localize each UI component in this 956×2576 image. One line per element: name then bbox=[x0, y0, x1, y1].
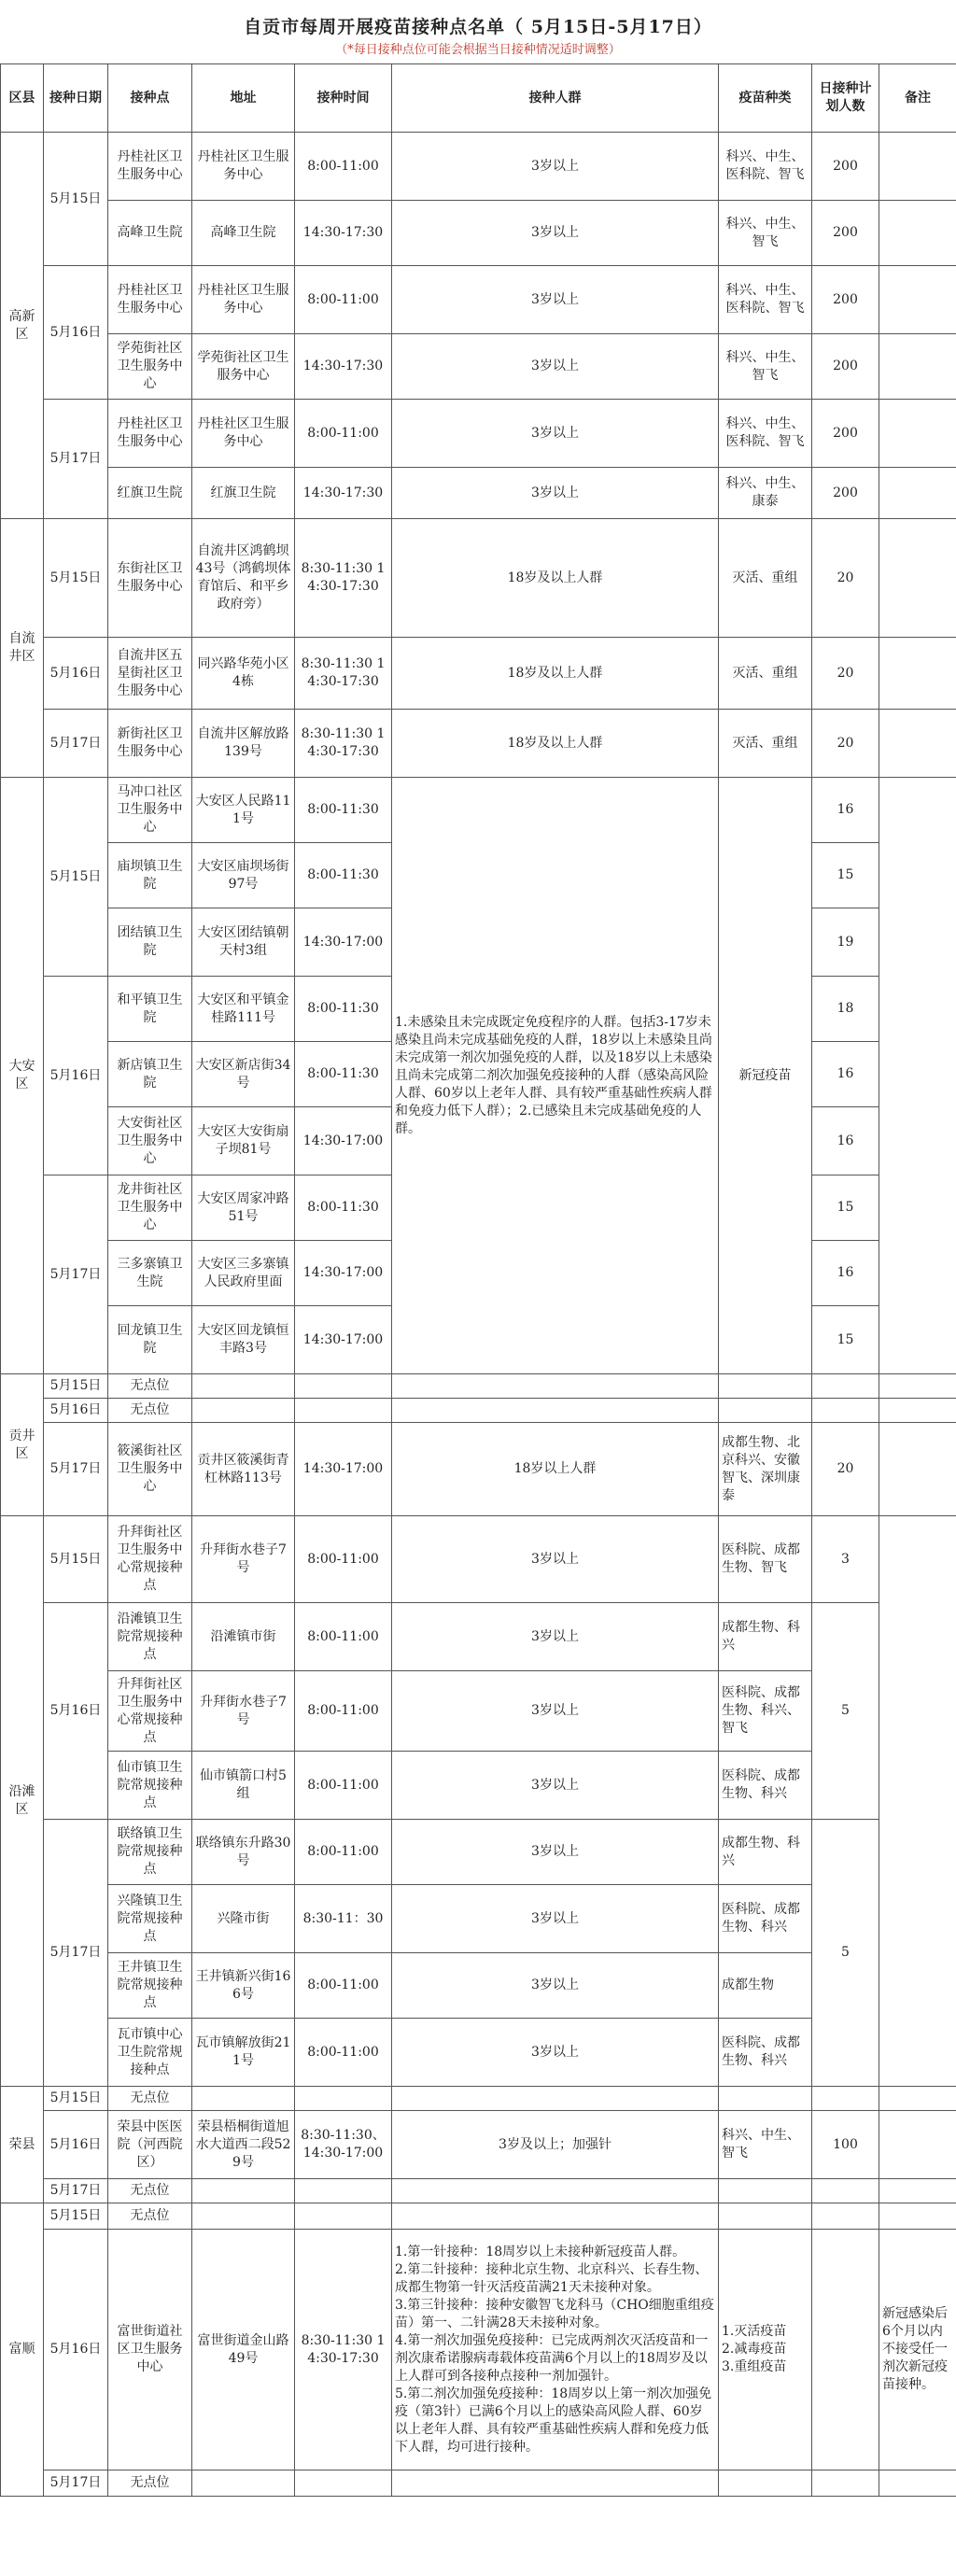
vaccine-cell: 灭活、重组 bbox=[719, 519, 812, 638]
address-cell: 大安区回龙镇恒丰路3号 bbox=[192, 1306, 295, 1374]
site-cell: 沿滩镇卫生院常规接种点 bbox=[108, 1603, 192, 1671]
time-cell: 8:00-11:30 bbox=[295, 778, 392, 843]
address-cell: 大安区人民路111号 bbox=[192, 778, 295, 843]
table-row bbox=[1, 133, 956, 201]
county-cell: 荣县 bbox=[1, 2087, 44, 2203]
vaccine-cell: 成都生物 bbox=[719, 1953, 812, 2019]
table-row bbox=[1, 266, 956, 334]
header-vaccine: 疫苗种类 bbox=[719, 64, 812, 133]
time-cell: 8:00-11:00 bbox=[295, 1603, 392, 1671]
date-cell: 5月17日 bbox=[44, 2179, 108, 2203]
time-cell: 8:00-11:30 bbox=[295, 843, 392, 908]
address-cell: 瓦市镇解放街211号 bbox=[192, 2019, 295, 2087]
crowd-cell: 3岁以上 bbox=[392, 201, 719, 266]
county-cell: 贡井区 bbox=[1, 1374, 44, 1516]
address-cell: 自流井区鸿鹤坝43号（鸿鹤坝体育馆后、和平乡政府旁） bbox=[192, 519, 295, 638]
address-cell: 富世街道金山路49号 bbox=[192, 2230, 295, 2470]
crowd-cell bbox=[392, 2230, 719, 2470]
crowd-cell: 3岁以上 bbox=[392, 133, 719, 201]
site-cell: 学苑街社区卫生服务中心 bbox=[108, 334, 192, 400]
time-cell: 14:30-17:00 bbox=[295, 1241, 392, 1306]
address-cell: 高峰卫生院 bbox=[192, 201, 295, 266]
plan-cell: 200 bbox=[812, 201, 879, 266]
address-cell: 沿滩镇市街 bbox=[192, 1603, 295, 1671]
crowd-cell: 18岁及以上人群 bbox=[392, 710, 719, 778]
header-time: 接种时间 bbox=[295, 64, 392, 133]
time-cell: 8:00-11:00 bbox=[295, 266, 392, 334]
crowd-cell: 18岁及以上人群 bbox=[392, 638, 719, 710]
date-cell: 5月17日 bbox=[44, 1820, 108, 2087]
address-cell: 大安区三多寨镇人民政府里面 bbox=[192, 1241, 295, 1306]
date-cell: 5月15日 bbox=[44, 2087, 108, 2111]
site-cell: 无点位 bbox=[108, 2203, 192, 2230]
vaccine-cell: 灭活、重组 bbox=[719, 638, 812, 710]
site-cell: 升拜街社区卫生服务中心常规接种点 bbox=[108, 1516, 192, 1603]
county-cell: 自流井区 bbox=[1, 519, 44, 778]
note-cell bbox=[879, 334, 956, 400]
plan-cell: 18 bbox=[812, 977, 879, 1042]
date-cell: 5月16日 bbox=[44, 266, 108, 400]
address-cell: 升拜街水巷子7号 bbox=[192, 1516, 295, 1603]
time-cell: 8:00-11:00 bbox=[295, 1752, 392, 1820]
vaccine-cell: 成都生物、北京科兴、安徽智飞、深圳康泰 bbox=[719, 1423, 812, 1516]
vaccine-cell: 医科院、成都生物、智飞 bbox=[719, 1516, 812, 1603]
note-cell bbox=[879, 1516, 956, 2087]
site-cell: 荣县中医医院（河西院区） bbox=[108, 2111, 192, 2179]
crowd-cell: 3岁以上 bbox=[392, 1516, 719, 1603]
address-cell: 学苑街社区卫生服务中心 bbox=[192, 334, 295, 400]
plan-cell bbox=[812, 2230, 879, 2470]
table-row bbox=[1, 2087, 956, 2111]
plan-cell: 20 bbox=[812, 519, 879, 638]
site-cell: 龙井街社区卫生服务中心 bbox=[108, 1175, 192, 1241]
note-cell bbox=[879, 710, 956, 778]
date-cell: 5月15日 bbox=[44, 778, 108, 977]
plan-cell: 200 bbox=[812, 266, 879, 334]
crowd-cell: 18岁以上人群 bbox=[392, 1423, 719, 1516]
plan-cell: 200 bbox=[812, 468, 879, 519]
date-cell: 5月17日 bbox=[44, 710, 108, 778]
crowd-cell: 3岁以上 bbox=[392, 334, 719, 400]
vaccine-cell: 科兴、中生、医科院、智飞 bbox=[719, 266, 812, 334]
county-cell: 富顺 bbox=[1, 2203, 44, 2497]
date-cell: 5月17日 bbox=[44, 1175, 108, 1374]
site-cell: 三多寨镇卫生院 bbox=[108, 1241, 192, 1306]
site-cell: 升拜街社区卫生服务中心常规接种点 bbox=[108, 1671, 192, 1752]
address-cell: 仙市镇箭口村5组 bbox=[192, 1752, 295, 1820]
plan-cell: 20 bbox=[812, 1423, 879, 1516]
crowd-cell: 3岁以上 bbox=[392, 468, 719, 519]
note-cell bbox=[879, 2111, 956, 2179]
plan-cell: 100 bbox=[812, 2111, 879, 2179]
date-cell: 5月17日 bbox=[44, 2470, 108, 2497]
vaccine-line: 3.重组疫苗 bbox=[722, 2359, 787, 2374]
table-row bbox=[1, 1423, 956, 1516]
vaccine-cell bbox=[719, 2230, 812, 2470]
date-cell: 5月16日 bbox=[44, 1603, 108, 1820]
time-cell: 14:30-17:00 bbox=[295, 1306, 392, 1374]
page-title: 自贡市每周开展疫苗接种点名单（ 5月15日-5月17日） bbox=[244, 17, 712, 37]
address-cell: 王井镇新兴街166号 bbox=[192, 1953, 295, 2019]
table-row bbox=[1, 519, 956, 638]
vaccine-cell: 科兴、中生、智飞 bbox=[719, 201, 812, 266]
county-cell: 大安区 bbox=[1, 778, 44, 1374]
table-row bbox=[1, 710, 956, 778]
time-cell: 8:00-11:00 bbox=[295, 1953, 392, 2019]
crowd-line: 4.第一剂次加强免疫接种：已完成两剂次灭活疫苗和一剂次康希诺腺病毒载体疫苗满6个月以上的18周岁及以上人群可到各接种点接种一剂加强针。 bbox=[395, 2332, 709, 2384]
crowd-cell: 3岁以上 bbox=[392, 2019, 719, 2087]
plan-cell: 16 bbox=[812, 778, 879, 843]
address-cell: 大安区和平镇金桂路111号 bbox=[192, 977, 295, 1042]
county-cell: 沿滩区 bbox=[1, 1516, 44, 2087]
crowd-cell: 3岁及以上；加强针 bbox=[392, 2111, 719, 2179]
site-cell: 仙市镇卫生院常规接种点 bbox=[108, 1752, 192, 1820]
vaccine-cell: 新冠疫苗 bbox=[719, 778, 812, 1374]
crowd-cell: 3岁以上 bbox=[392, 1953, 719, 2019]
table-row bbox=[1, 1374, 956, 1399]
crowd-cell: 18岁及以上人群 bbox=[392, 519, 719, 638]
table-row bbox=[1, 638, 956, 710]
header-plan: 日接种计划人数 bbox=[812, 64, 879, 133]
plan-cell: 16 bbox=[812, 1107, 879, 1175]
site-cell: 无点位 bbox=[108, 1399, 192, 1423]
vaccine-cell: 医科院、成都生物、科兴 bbox=[719, 1885, 812, 1953]
crowd-cell: 3岁以上 bbox=[392, 400, 719, 468]
time-cell: 8:30-11:30、14:30-17:00 bbox=[295, 2111, 392, 2179]
time-cell: 14:30-17:00 bbox=[295, 1423, 392, 1516]
address-cell: 大安区新店街34号 bbox=[192, 1042, 295, 1107]
plan-cell: 200 bbox=[812, 400, 879, 468]
table-row bbox=[1, 2470, 956, 2497]
site-cell: 红旗卫生院 bbox=[108, 468, 192, 519]
note-cell bbox=[879, 468, 956, 519]
header-note: 备注 bbox=[879, 64, 956, 133]
header-site: 接种点 bbox=[108, 64, 192, 133]
plan-cell: 16 bbox=[812, 1241, 879, 1306]
table-row bbox=[1, 400, 956, 468]
site-cell: 丹桂社区卫生服务中心 bbox=[108, 133, 192, 201]
plan-cell: 16 bbox=[812, 1042, 879, 1107]
table-row bbox=[1, 468, 956, 519]
site-cell: 庙坝镇卫生院 bbox=[108, 843, 192, 908]
date-cell: 5月17日 bbox=[44, 400, 108, 519]
site-cell: 无点位 bbox=[108, 2470, 192, 2497]
address-cell: 兴隆市街 bbox=[192, 1885, 295, 1953]
note-cell bbox=[879, 638, 956, 710]
site-cell: 无点位 bbox=[108, 1374, 192, 1399]
time-cell: 8:30-11:30 14:30-17:30 bbox=[295, 2230, 392, 2470]
address-cell: 丹桂社区卫生服务中心 bbox=[192, 400, 295, 468]
table-row bbox=[1, 2111, 956, 2179]
vaccine-cell: 科兴、中生、康泰 bbox=[719, 468, 812, 519]
vaccine-cell: 医科院、成都生物、科兴 bbox=[719, 1752, 812, 1820]
site-cell: 高峰卫生院 bbox=[108, 201, 192, 266]
vaccine-cell: 科兴、中生、智飞 bbox=[719, 334, 812, 400]
time-cell: 8:00-11:00 bbox=[295, 2019, 392, 2087]
site-cell: 兴隆镇卫生院常规接种点 bbox=[108, 1885, 192, 1953]
time-cell: 14:30-17:30 bbox=[295, 334, 392, 400]
county-cell: 高新区 bbox=[1, 133, 44, 519]
site-cell: 大安街社区卫生服务中心 bbox=[108, 1107, 192, 1175]
table-row bbox=[1, 1603, 956, 1671]
address-cell: 红旗卫生院 bbox=[192, 468, 295, 519]
table-row bbox=[1, 2230, 956, 2470]
address-cell: 丹桂社区卫生服务中心 bbox=[192, 266, 295, 334]
site-cell: 丹桂社区卫生服务中心 bbox=[108, 266, 192, 334]
address-cell: 贡井区筱溪街青杠林路113号 bbox=[192, 1423, 295, 1516]
note-cell bbox=[879, 400, 956, 468]
site-cell: 筱溪街社区卫生服务中心 bbox=[108, 1423, 192, 1516]
vaccine-cell: 科兴、中生、智飞 bbox=[719, 2111, 812, 2179]
date-cell: 5月16日 bbox=[44, 1399, 108, 1423]
header-date: 接种日期 bbox=[44, 64, 108, 133]
site-cell: 新街社区卫生服务中心 bbox=[108, 710, 192, 778]
crowd-cell: 3岁以上 bbox=[392, 266, 719, 334]
time-cell: 8:30-11:30 14:30-17:30 bbox=[295, 519, 392, 638]
plan-cell: 19 bbox=[812, 908, 879, 977]
site-cell: 自流井区五星街社区卫生服务中心 bbox=[108, 638, 192, 710]
plan-cell: 200 bbox=[812, 133, 879, 201]
site-cell: 联络镇卫生院常规接种点 bbox=[108, 1820, 192, 1885]
note-cell bbox=[879, 201, 956, 266]
site-cell: 马冲口社区卫生服务中心 bbox=[108, 778, 192, 843]
plan-cell: 5 bbox=[812, 1820, 879, 2087]
time-cell: 8:30-11：30 bbox=[295, 1885, 392, 1953]
plan-cell: 5 bbox=[812, 1603, 879, 1820]
time-cell: 8:00-11:30 bbox=[295, 1175, 392, 1241]
crowd-cell: 1.未感染且未完成既定免疫程序的人群。包括3-17岁未感染且尚未完成基础免疫的人群，18岁以上未感染且尚未完成第一剂次加强免疫的人群，以及18岁以上未感染且尚未完成第二剂次加强免疫接种的人群（感染高风险人群、60岁以上老年人群、具有较严重基础性疾病人群和免疫力低下人群）；2.已感染且未完成基础免疫的人群。 bbox=[392, 778, 719, 1374]
vaccine-cell: 医科院、成都生物、科兴、智飞 bbox=[719, 1671, 812, 1752]
plan-cell: 20 bbox=[812, 710, 879, 778]
site-cell: 王井镇卫生院常规接种点 bbox=[108, 1953, 192, 2019]
vaccine-cell: 成都生物、科兴 bbox=[719, 1603, 812, 1671]
address-cell: 联络镇东升路30号 bbox=[192, 1820, 295, 1885]
address-cell: 同兴路华苑小区4栋 bbox=[192, 638, 295, 710]
time-cell: 8:30-11:30 14:30-17:30 bbox=[295, 638, 392, 710]
time-cell: 14:30-17:00 bbox=[295, 1107, 392, 1175]
header-county: 区县 bbox=[1, 64, 44, 133]
address-cell: 大安区团结镇朝天村3组 bbox=[192, 908, 295, 977]
table-row bbox=[1, 778, 956, 843]
site-cell: 新店镇卫生院 bbox=[108, 1042, 192, 1107]
crowd-cell: 3岁以上 bbox=[392, 1820, 719, 1885]
header-address: 地址 bbox=[192, 64, 295, 133]
date-cell: 5月15日 bbox=[44, 133, 108, 266]
date-cell: 5月16日 bbox=[44, 2111, 108, 2179]
time-cell: 8:00-11:00 bbox=[295, 133, 392, 201]
site-cell: 团结镇卫生院 bbox=[108, 908, 192, 977]
site-cell: 和平镇卫生院 bbox=[108, 977, 192, 1042]
time-cell: 8:00-11:30 bbox=[295, 1042, 392, 1107]
time-cell: 14:30-17:00 bbox=[295, 908, 392, 977]
date-cell: 5月17日 bbox=[44, 1423, 108, 1516]
address-cell: 自流井区解放路139号 bbox=[192, 710, 295, 778]
schedule-table bbox=[0, 63, 956, 2497]
site-cell: 丹桂社区卫生服务中心 bbox=[108, 400, 192, 468]
crowd-cell: 3岁以上 bbox=[392, 1752, 719, 1820]
date-cell: 5月15日 bbox=[44, 1374, 108, 1399]
address-cell: 荣县梧桐街道旭水大道西二段529号 bbox=[192, 2111, 295, 2179]
address-cell: 升拜街水巷子7号 bbox=[192, 1671, 295, 1752]
note-cell bbox=[879, 1423, 956, 1516]
plan-cell: 15 bbox=[812, 1306, 879, 1374]
note-cell: 新冠感染后6个月以内不接受任一剂次新冠疫苗接种。 bbox=[879, 2230, 956, 2470]
note-cell bbox=[879, 266, 956, 334]
address-cell: 丹桂社区卫生服务中心 bbox=[192, 133, 295, 201]
site-cell: 富世街道社区卫生服务中心 bbox=[108, 2230, 192, 2470]
header-crowd: 接种人群 bbox=[392, 64, 719, 133]
crowd-cell: 3岁以上 bbox=[392, 1671, 719, 1752]
vaccine-line: 2.减毒疫苗 bbox=[722, 2342, 787, 2357]
time-cell: 8:00-11:00 bbox=[295, 1820, 392, 1885]
address-cell: 大安区周家冲路51号 bbox=[192, 1175, 295, 1241]
note-cell bbox=[879, 519, 956, 638]
note-cell bbox=[879, 778, 956, 1374]
plan-cell: 15 bbox=[812, 843, 879, 908]
date-cell: 5月16日 bbox=[44, 2230, 108, 2470]
address-cell: 大安区大安街扇子坝81号 bbox=[192, 1107, 295, 1175]
note-cell bbox=[879, 133, 956, 201]
vaccine-cell: 成都生物、科兴 bbox=[719, 1820, 812, 1885]
site-cell: 回龙镇卫生院 bbox=[108, 1306, 192, 1374]
vaccine-cell: 医科院、成都生物、科兴 bbox=[719, 2019, 812, 2087]
vaccine-cell: 灭活、重组 bbox=[719, 710, 812, 778]
table-row bbox=[1, 334, 956, 400]
site-cell: 瓦市镇中心卫生院常规接种点 bbox=[108, 2019, 192, 2087]
table-row bbox=[1, 1516, 956, 1603]
table-row bbox=[1, 2179, 956, 2203]
page-subtitle: （*每日接种点位可能会根据当日接种情况适时调整） bbox=[335, 43, 621, 57]
site-cell: 无点位 bbox=[108, 2087, 192, 2111]
date-cell: 5月15日 bbox=[44, 2203, 108, 2230]
crowd-line: 2.第二针接种：接种北京生物、北京科兴、长春生物、成都生物第一针灭活疫苗满21天未接种对象。 bbox=[395, 2261, 709, 2295]
vaccine-cell: 科兴、中生、医科院、智飞 bbox=[719, 400, 812, 468]
time-cell: 14:30-17:30 bbox=[295, 468, 392, 519]
crowd-line: 5.第二剂次加强免疫接种：18周岁以上第一剂次加强免疫（第3针）已满6个月以上的感染高风险人群、60岁以上老年人群、具有较严重基础性疾病人群和免疫力低下人群，均可进行接种。 bbox=[395, 2386, 712, 2455]
table-row bbox=[1, 1820, 956, 1885]
date-cell: 5月16日 bbox=[44, 977, 108, 1175]
address-cell: 大安区庙坝场街97号 bbox=[192, 843, 295, 908]
plan-cell: 15 bbox=[812, 1175, 879, 1241]
plan-cell: 20 bbox=[812, 638, 879, 710]
date-cell: 5月16日 bbox=[44, 638, 108, 710]
crowd-line: 1.第一针接种：18周岁以上未接种新冠疫苗人群。 bbox=[395, 2244, 686, 2259]
crowd-line: 3.第三针接种：接种安徽智飞龙科马（CHO细胞重组疫苗）第一、二针满28天未接种对象。 bbox=[395, 2297, 714, 2330]
crowd-cell: 3岁以上 bbox=[392, 1885, 719, 1953]
site-cell: 东街社区卫生服务中心 bbox=[108, 519, 192, 638]
date-cell: 5月15日 bbox=[44, 1516, 108, 1603]
time-cell: 8:00-11:30 bbox=[295, 977, 392, 1042]
time-cell: 14:30-17:30 bbox=[295, 201, 392, 266]
vaccine-line: 1.灭活疫苗 bbox=[722, 2324, 787, 2339]
plan-cell: 3 bbox=[812, 1516, 879, 1603]
crowd-cell: 3岁以上 bbox=[392, 1603, 719, 1671]
plan-cell: 200 bbox=[812, 334, 879, 400]
vaccine-cell: 科兴、中生、医科院、智飞 bbox=[719, 133, 812, 201]
table-row bbox=[1, 201, 956, 266]
time-cell: 8:00-11:00 bbox=[295, 1516, 392, 1603]
table-row bbox=[1, 1399, 956, 1423]
time-cell: 8:30-11:30 14:30-17:30 bbox=[295, 710, 392, 778]
site-cell: 无点位 bbox=[108, 2179, 192, 2203]
header-row bbox=[1, 64, 956, 133]
time-cell: 8:00-11:00 bbox=[295, 400, 392, 468]
time-cell: 8:00-11:00 bbox=[295, 1671, 392, 1752]
date-cell: 5月15日 bbox=[44, 519, 108, 638]
table-row bbox=[1, 2203, 956, 2230]
